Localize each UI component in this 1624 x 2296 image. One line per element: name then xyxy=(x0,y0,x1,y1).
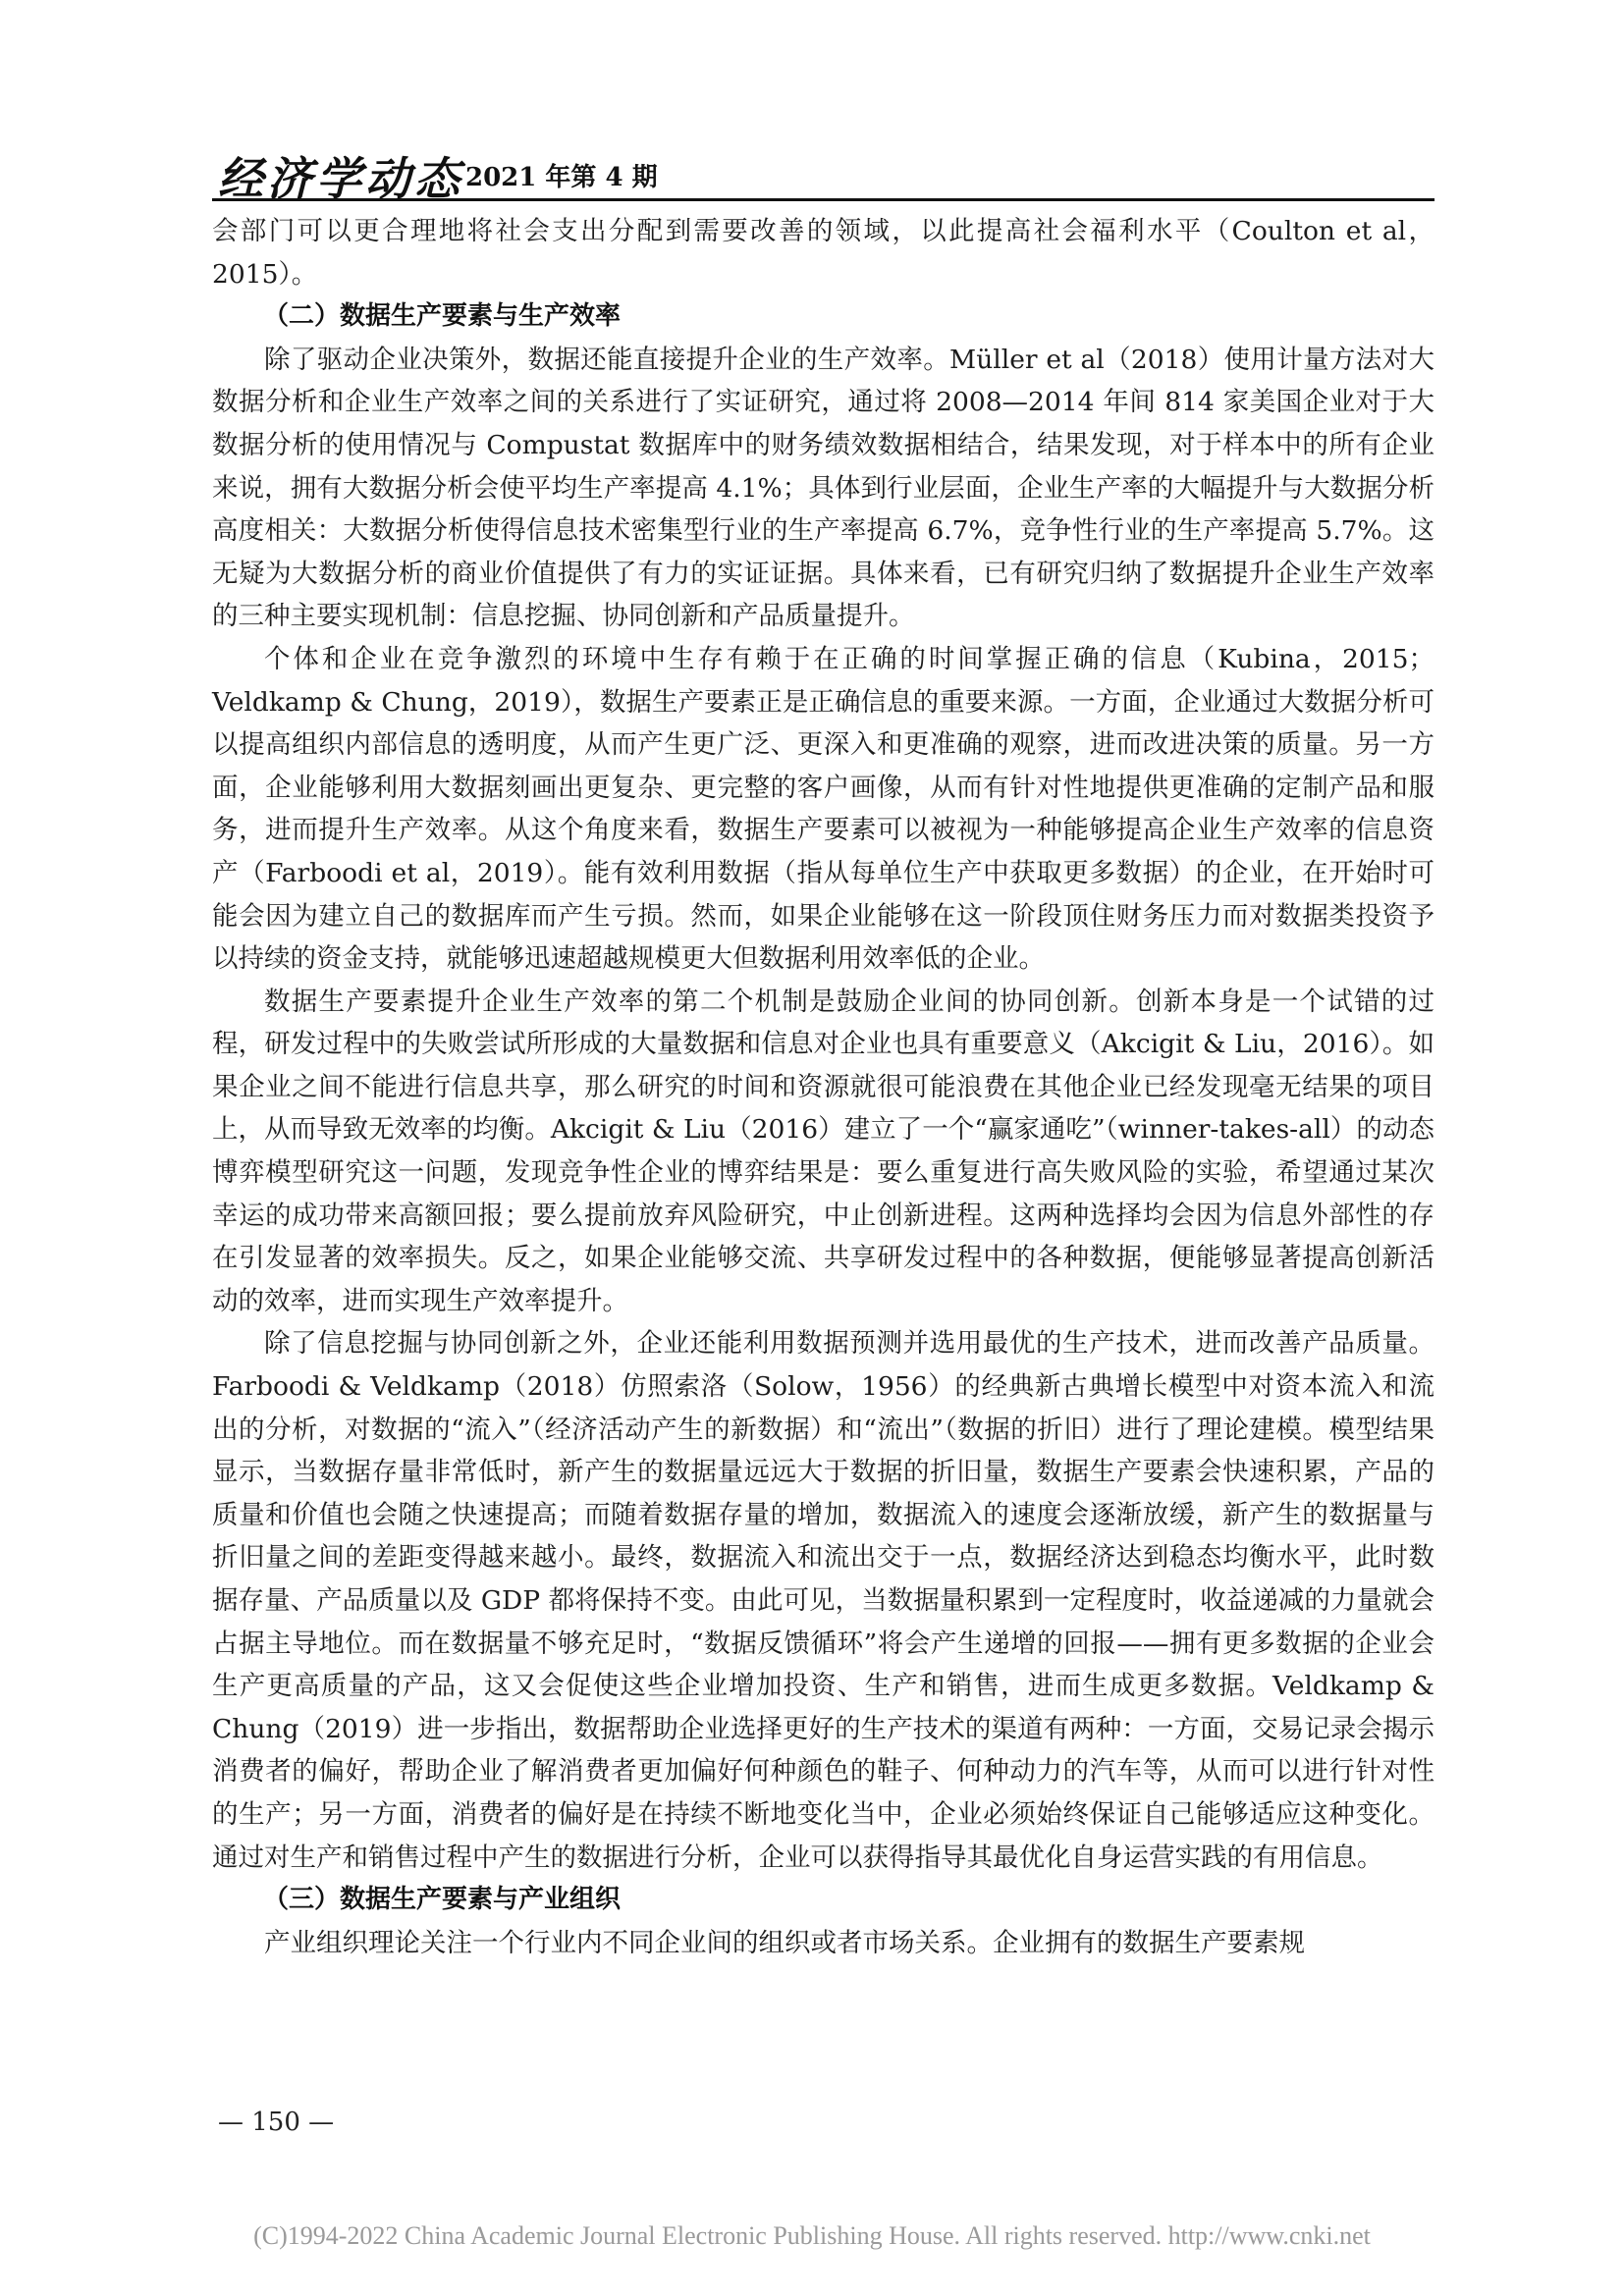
paragraph: 数据生产要素提升企业生产效率的第二个机制是鼓励企业间的协同创新。创新本身是一个试错的过程，研发过程中的失败尝试所形成的大量数据和信息对企业也具有重要意义（Akcigit & Liu，2016）。如果企业之间不能进行信息共享，那么研究的时间和资源就很可能浪费在其他企业已经发现毫无结果的项目上，从而导致无效率的均衡。Akcigit & Liu（2016）建立了一个“赢家通吃”（winner-takes-all）的动态博弈模型研究这一问题，发现竞争性企业的博弈结果是：要么重复进行高失败风险的实验，希望通过某次幸运的成功带来高额回报；要么提前放弃风险研究，中止创新进程。这两种选择均会因为信息外部性的存在引发显著的效率损失。反之，如果企业能够交流、共享研发过程中的各种数据，便能够显著提高创新活动的效率，进而实现生产效率提升。 xyxy=(212,986,1435,1316)
copyright-notice: (C)1994-2022 China Academic Journal Electronic Publishing House. All rights reserved. http://www.cnki.net xyxy=(253,2221,1371,2250)
section-heading: （二）数据生产要素与生产效率 xyxy=(263,301,622,332)
issue-number: 2021 年第 4 期 xyxy=(465,163,658,192)
paragraph: 除了驱动企业决策外，数据还能直接提升企业的生产效率。Müller et al（2018）使用计量方法对大数据分析和企业生产效率之间的关系进行了实证研究，通过将 2008—2014 年间 814 家美国企业对于大数据分析的使用情况与 Compustat 数据库中的财务绩效数据相结合，结果发现，对于样本中的所有企业来说，拥有大数据分析会使平均生产率提高 4.1%；具体到行业层面，企业生产率的大幅提升与大数据分析高度相关：大数据分析使得信息技术密集型行业的生产率提高 6.7%，竞争性行业的生产率提高 5.7%。这无疑为大数据分析的商业价值提供了有力的实证证据。具体来看，已有研究归纳了数据提升企业生产效率的三种主要实现机制：信息挖掘、协同创新和产品质量提升。 xyxy=(212,344,1435,632)
article-body xyxy=(212,210,1435,1964)
journal-name: 经济学动态 xyxy=(218,152,463,205)
paragraph: 产业组织理论关注一个行业内不同企业间的组织或者市场关系。企业拥有的数据生产要素规 xyxy=(264,1927,1305,1958)
header-rule xyxy=(212,198,1435,201)
paragraph: 会部门可以更合理地将社会支出分配到需要改善的领域，以此提高社会福利水平（Coulton et al，2015）。 xyxy=(212,216,1435,290)
paragraph: 个体和企业在竞争激烈的环境中生存有赖于在正确的时间掌握正确的信息（Kubina，2015；Veldkamp & Chung，2019），数据生产要素正是正确信息的重要来源。一方面，企业通过大数据分析可以提高组织内部信息的透明度，从而产生更广泛、更深入和更准确的观察，进而改进决策的质量。另一方面，企业能够利用大数据刻画出更复杂、更完整的客户画像，从而有针对性地提供更准确的定制产品和服务，进而提升生产效率。从这个角度来看，数据生产要素可以被视为一种能够提高企业生产效率的信息资产（Farboodi et al，2019）。能有效利用数据（指从每单位生产中获取更多数据）的企业，在开始时可能会因为建立自己的数据库而产生亏损。然而，如果企业能够在这一阶段顶住财务压力而对数据类投资予以持续的资金支持，就能够迅速超越规模更大但数据利用效率低的企业。 xyxy=(212,643,1435,975)
paragraph: 除了信息挖掘与协同创新之外，企业还能利用数据预测并选用最优的生产技术，进而改善产品质量。Farboodi & Veldkamp（2018）仿照索洛（Solow，1956）的经典新古典增长模型中对资本流入和流出的分析，对数据的“流入”（经济活动产生的新数据）和“流出”（数据的折旧）进行了理论建模。模型结果显示，当数据存量非常低时，新产生的数据量远远大于数据的折旧量，数据生产要素会快速积累，产品的质量和价值也会随之快速提高；而随着数据存量的增加，数据流入的速度会逐渐放缓，新产生的数据量与折旧量之间的差距变得越来越小。最终，数据流入和流出交于一点，数据经济达到稳态均衡水平，此时数据存量、产品质量以及 GDP 都将保持不变。由此可见，当数据量积累到一定程度时，收益递减的力量就会占据主导地位。而在数据量不够充足时，“数据反馈循环”将会产生递增的回报——拥有更多数据的企业会生产更高质量的产品，这又会促使这些企业增加投资、生产和销售，进而生成更多数据。Veldkamp & Chung（2019）进一步指出，数据帮助企业选择更好的生产技术的渠道有两种：一方面，交易记录会揭示消费者的偏好，帮助企业了解消费者更加偏好何种颜色的鞋子、何种动力的汽车等，从而可以进行针对性的生产；另一方面，消费者的偏好是在持续不断地变化当中，企业必须始终保证自己能够适应这种变化。通过对生产和销售过程中产生的数据进行分析，企业可以获得指导其最优化自身运营实践的有用信息。 xyxy=(212,1328,1435,1873)
page-number: — 150 — xyxy=(218,2108,335,2137)
section-heading: （三）数据生产要素与产业组织 xyxy=(263,1885,622,1915)
page-header xyxy=(218,139,1432,205)
